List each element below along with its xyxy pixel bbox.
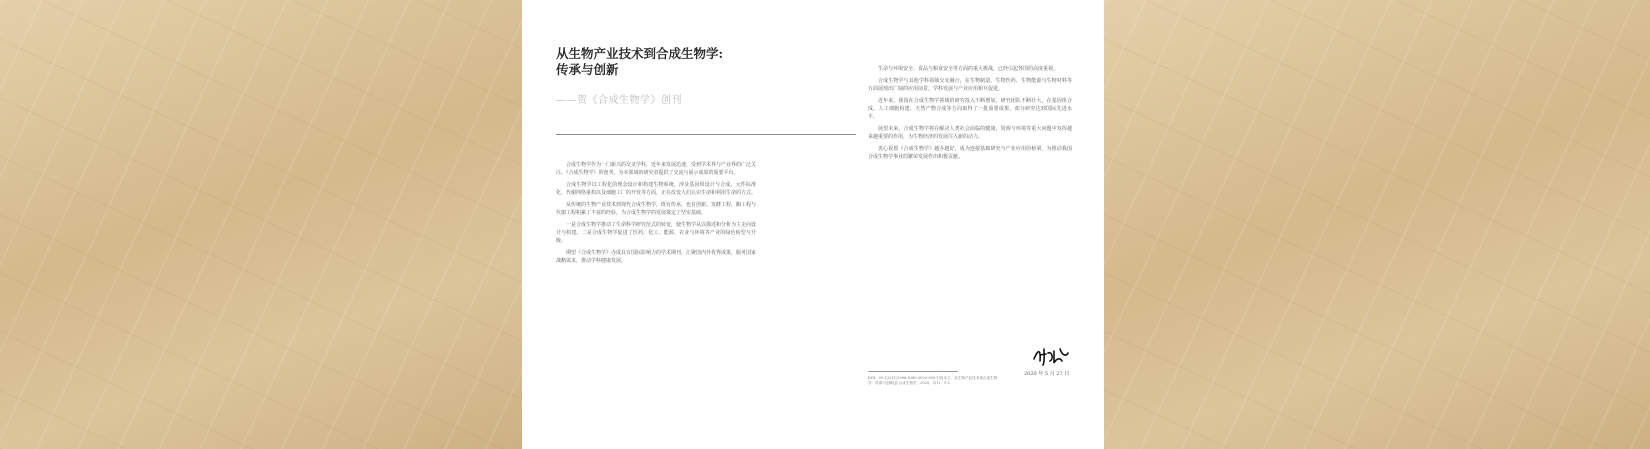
- marble-background-right: [1104, 0, 1650, 449]
- paragraph: 展望未来，合成生物学将在解决人类社会面临的健康、资源与环境等重大问题中发挥越来越重要的作用，为生物经济的发展注入新的动力。: [868, 126, 1072, 140]
- title-line-1: 从生物产业技术到合成生物学:: [556, 46, 724, 61]
- paragraph: 一是合成生物学推动了生命科学研究范式的转变，使生物学从以描述和分析为主走向设计与构建。二是合成生物学促进了医药、化工、能源、农业与环境等产业的绿色转型与升级。: [556, 222, 756, 244]
- footnote-divider: [868, 371, 958, 372]
- footnote: DOI：10.12211/2096-8280.2020-069 引用本文：从生物产业技术到合成生物学：传承与创新[J].合成生物学，2020，1(1)：1-2.: [868, 376, 998, 385]
- paragraph: 衷心祝愿《合成生物学》越办越好，成为连接基础研究与产业应用的桥梁，为推动我国合成生物学事业的繁荣发展作出积极贡献。: [868, 146, 1072, 160]
- article-subtitle: ——贺《合成生物学》创刊: [556, 95, 682, 106]
- marble-background-left: [0, 0, 522, 449]
- article-title: [556, 46, 816, 78]
- date-label: 2020 年 5 月 27 日: [1024, 371, 1070, 377]
- paragraph: 近年来，我国在合成生物学领域的研究投入不断增加，研究团队不断壮大，在基因组合成、人工细胞构建、天然产物合成等方向取得了一批重要成果，部分研究达到国际先进水平。: [868, 98, 1072, 120]
- right-text-column: [868, 65, 1072, 355]
- paragraph: 从传统的生物产业技术到现代合成生物学，既有传承，也有创新。发酵工程、酶工程与代谢工程积累了丰富的经验，为合成生物学的发展奠定了坚实基础。: [556, 202, 756, 216]
- paragraph: 合成生物学以工程化的理念设计和构建生物系统，涉及基因组设计与合成、元件标准化、代谢网络重构以及细胞工厂的开发等方面，正在改变人们认识生命和利用生命的方式。: [556, 182, 756, 196]
- document-page: [522, 0, 1104, 449]
- paragraph: 合成生物学与其他学科领域交叉融合，在生物制造、生物医药、生物能源与生物材料等方面展现出广阔的应用前景，学科发展与产业应用相互促进。: [868, 78, 1072, 92]
- paragraph: 期望《合成生物学》办成具有国际影响力的学术期刊，汇聚国内外优秀成果，服务国家战略需求，推动学科健康发展。: [556, 250, 756, 264]
- handwritten-signature: [1032, 345, 1070, 367]
- title-line-2: 传承与创新: [556, 62, 619, 77]
- paragraph: 合成生物学作为一门新兴的交叉学科，近年来发展迅速，受到学术界与产业界的广泛关注。《合成生物学》的创刊，为本领域的研究者提供了交流与展示成果的重要平台。: [556, 162, 756, 176]
- paragraph: 生命与环境安全、食品与粮食安全等方面的重大挑战，已经引起各国的高度重视。: [878, 66, 1059, 72]
- title-divider: [556, 134, 856, 135]
- left-text-column: [556, 161, 756, 391]
